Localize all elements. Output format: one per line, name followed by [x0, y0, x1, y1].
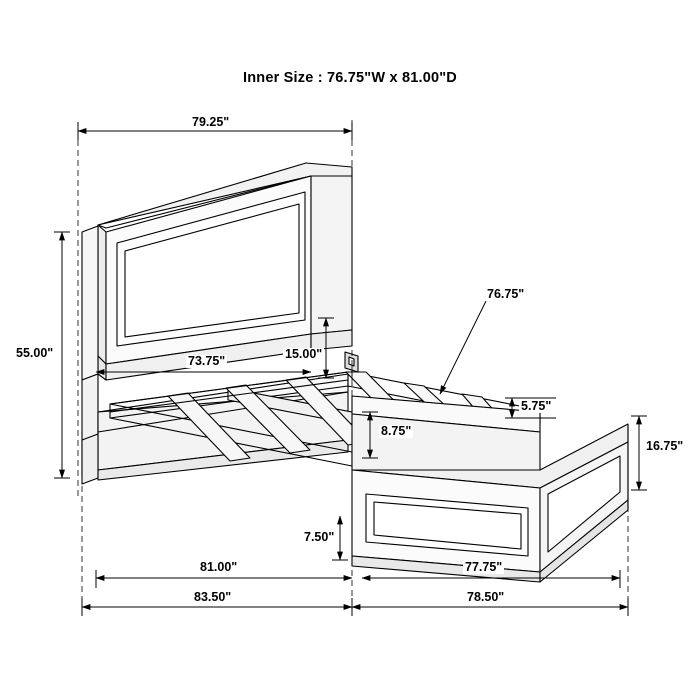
- dimension-label-footboard-width: 77.75": [465, 560, 503, 574]
- dimension-label-headboard-height: 55.00": [16, 346, 54, 360]
- dimension-label-inner-depth: 76.75": [487, 287, 525, 301]
- dimension-label-lower-gap: 15.00": [285, 347, 323, 361]
- dimension-label-deck-height: 8.75": [381, 424, 412, 438]
- dimension-label-overall-footboard-width: 78.50": [467, 590, 505, 604]
- page-title: Inner Size : 76.75"W x 81.00"D: [243, 70, 457, 86]
- dimension-label-side-rail-length: 81.00": [200, 560, 238, 574]
- dimension-label-leg-clearance: 7.50": [304, 530, 335, 544]
- dimension-label-footboard-height: 16.75": [646, 439, 684, 453]
- dimension-label-panel-width: 73.75": [188, 354, 226, 368]
- dimension-label-headboard-width: 79.25": [192, 115, 230, 129]
- dimension-label-overall-length: 83.50": [194, 590, 232, 604]
- dimension-label-rail-thickness: 5.75": [521, 399, 552, 413]
